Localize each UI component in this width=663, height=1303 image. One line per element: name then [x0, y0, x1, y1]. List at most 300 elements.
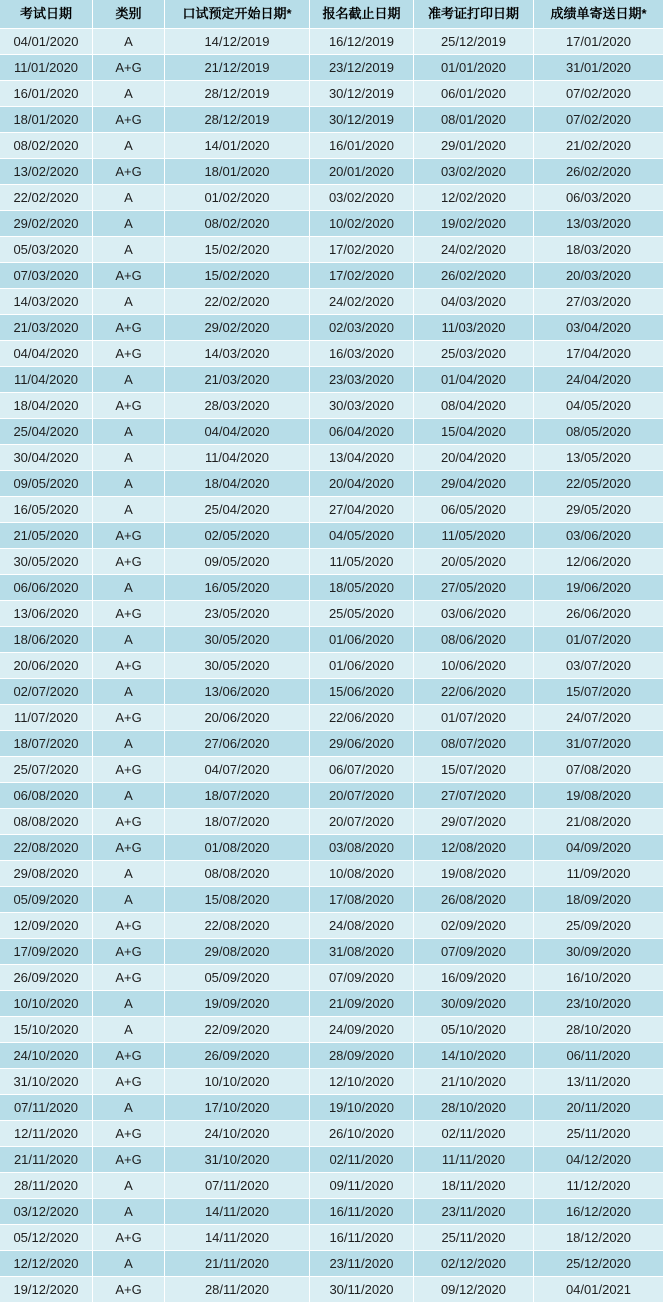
admission-ticket-print-date-cell: 12/02/2020 [414, 185, 534, 210]
table-row [0, 601, 663, 627]
table-row [0, 107, 663, 133]
table-header-row [0, 0, 663, 29]
speaking-test-start-date-cell: 16/05/2020 [165, 575, 310, 600]
exam-date-cell: 18/04/2020 [0, 393, 93, 418]
category-cell: A+G [93, 835, 165, 860]
speaking-test-start-date-cell: 26/09/2020 [165, 1043, 310, 1068]
category-cell: A+G [93, 1121, 165, 1146]
admission-ticket-print-date-cell: 28/10/2020 [414, 1095, 534, 1120]
admission-ticket-print-date-cell: 26/08/2020 [414, 887, 534, 912]
speaking-test-start-date-cell: 11/04/2020 [165, 445, 310, 470]
score-report-mailing-date-cell: 11/09/2020 [566, 866, 631, 881]
category-cell: A [93, 133, 165, 158]
category-cell: A [93, 211, 165, 236]
exam-date-cell: 04/04/2020 [0, 341, 93, 366]
speaking-test-start-date-cell: 18/04/2020 [165, 471, 310, 496]
table-row [0, 471, 663, 497]
score-report-mailing-date-cell: 20/03/2020 [565, 268, 632, 283]
speaking-test-start-date-cell: 31/10/2020 [165, 1147, 310, 1172]
exam-date-cell: 31/10/2020 [0, 1069, 93, 1094]
score-report-mailing-date-cell: 13/05/2020 [565, 450, 632, 465]
category-cell: A+G [93, 341, 165, 366]
admission-ticket-print-date-cell: 08/07/2020 [414, 731, 534, 756]
category-cell: A [93, 887, 165, 912]
exam-date-cell: 19/12/2020 [0, 1277, 93, 1302]
category-cell: A [93, 731, 165, 756]
score-report-mailing-date-cell: 28/10/2020 [565, 1022, 632, 1037]
score-report-mailing-date-cell: 04/01/2021 [565, 1282, 632, 1297]
admission-ticket-print-date-cell: 03/02/2020 [414, 159, 534, 184]
exam-date-cell: 15/10/2020 [0, 1017, 93, 1042]
table-row [0, 1095, 663, 1121]
category-cell: A+G [93, 653, 165, 678]
score-report-mailing-date-cell: 20/11/2020 [566, 1100, 631, 1115]
registration-deadline-cell: 02/11/2020 [310, 1147, 414, 1172]
table-row [0, 939, 663, 965]
category-cell: A [93, 679, 165, 704]
score-report-mailing-date-cell: 29/05/2020 [565, 502, 632, 517]
category-cell: A [93, 575, 165, 600]
speaking-test-start-date-cell: 14/11/2020 [165, 1199, 310, 1224]
registration-deadline-cell: 02/03/2020 [310, 315, 414, 340]
category-cell: A+G [93, 1225, 165, 1250]
category-cell: A [93, 861, 165, 886]
category-cell: A [93, 81, 165, 106]
exam-date-cell: 05/09/2020 [0, 887, 93, 912]
category-cell: A+G [93, 1069, 165, 1094]
table-row [0, 81, 663, 107]
registration-deadline-cell: 22/06/2020 [310, 705, 414, 730]
exam-date-cell: 30/04/2020 [0, 445, 93, 470]
admission-ticket-print-date-cell: 12/08/2020 [414, 835, 534, 860]
speaking-test-start-date-cell: 14/03/2020 [165, 341, 310, 366]
admission-ticket-print-date-cell: 24/02/2020 [414, 237, 534, 262]
speaking-test-start-date-cell: 09/05/2020 [165, 549, 310, 574]
score-report-mailing-date-cell: 19/06/2020 [565, 580, 632, 595]
admission-ticket-print-date-cell: 08/04/2020 [414, 393, 534, 418]
score-report-mailing-date-cell: 18/09/2020 [565, 892, 632, 907]
registration-deadline-cell: 21/09/2020 [310, 991, 414, 1016]
registration-deadline-cell: 04/05/2020 [310, 523, 414, 548]
admission-ticket-print-date-cell: 18/11/2020 [414, 1173, 534, 1198]
registration-deadline-cell: 20/07/2020 [310, 783, 414, 808]
category-cell: A+G [93, 939, 165, 964]
exam-date-cell: 06/06/2020 [0, 575, 93, 600]
registration-deadline-cell: 29/06/2020 [310, 731, 414, 756]
exam-date-cell: 16/01/2020 [0, 81, 93, 106]
category-cell: A [93, 627, 165, 652]
table-row [0, 159, 663, 185]
exam-date-cell: 21/05/2020 [0, 523, 93, 548]
table-row [0, 237, 663, 263]
exam-date-cell: 28/11/2020 [0, 1173, 93, 1198]
registration-deadline-cell: 06/07/2020 [310, 757, 414, 782]
speaking-test-start-date-cell: 30/05/2020 [165, 653, 310, 678]
admission-ticket-print-date-cell: 26/02/2020 [414, 263, 534, 288]
exam-date-cell: 25/04/2020 [0, 419, 93, 444]
table-row [0, 289, 663, 315]
exam-date-cell: 06/08/2020 [0, 783, 93, 808]
category-cell: A [93, 237, 165, 262]
registration-deadline-cell: 16/03/2020 [310, 341, 414, 366]
category-cell: A+G [93, 705, 165, 730]
speaking-test-start-date-cell: 14/12/2019 [165, 29, 310, 54]
exam-date-cell: 22/08/2020 [0, 835, 93, 860]
category-cell: A [93, 1017, 165, 1042]
registration-deadline-cell: 15/06/2020 [310, 679, 414, 704]
score-report-mailing-date-cell: 01/07/2020 [565, 632, 632, 647]
category-cell: A [93, 991, 165, 1016]
admission-ticket-print-date-cell: 05/10/2020 [414, 1017, 534, 1042]
table-row [0, 1277, 663, 1303]
category-cell: A+G [93, 107, 165, 132]
registration-deadline-cell: 26/10/2020 [310, 1121, 414, 1146]
admission-ticket-print-date-cell: 19/08/2020 [414, 861, 534, 886]
speaking-test-start-date-cell: 02/05/2020 [165, 523, 310, 548]
table-row [0, 419, 663, 445]
admission-ticket-print-date-cell: 11/11/2020 [414, 1147, 534, 1172]
category-cell: A [93, 1173, 165, 1198]
exam-date-cell: 12/12/2020 [0, 1251, 93, 1276]
exam-date-cell: 30/05/2020 [0, 549, 93, 574]
score-report-mailing-date-cell: 04/12/2020 [565, 1152, 632, 1167]
admission-ticket-print-date-cell: 21/10/2020 [414, 1069, 534, 1094]
table-row [0, 783, 663, 809]
speaking-test-start-date-cell: 14/11/2020 [165, 1225, 310, 1250]
admission-ticket-print-date-cell: 02/09/2020 [414, 913, 534, 938]
speaking-test-start-date-cell: 28/12/2019 [165, 81, 310, 106]
admission-ticket-print-date-cell: 04/03/2020 [414, 289, 534, 314]
registration-deadline-cell: 16/11/2020 [310, 1225, 414, 1250]
admission-ticket-print-date-cell: 06/05/2020 [414, 497, 534, 522]
exam-date-cell: 16/05/2020 [0, 497, 93, 522]
category-cell: A+G [93, 55, 165, 80]
registration-deadline-cell: 30/12/2019 [310, 107, 414, 132]
table-row [0, 887, 663, 913]
score-report-mailing-date-cell: 13/11/2020 [566, 1074, 631, 1089]
registration-deadline-cell: 17/02/2020 [310, 263, 414, 288]
category-cell: A+G [93, 549, 165, 574]
table-row [0, 1147, 663, 1173]
table-row [0, 1225, 663, 1251]
speaking-test-start-date-cell: 14/01/2020 [165, 133, 310, 158]
table-row [0, 1043, 663, 1069]
exam-date-cell: 18/01/2020 [0, 107, 93, 132]
score-report-mailing-date-cell: 18/12/2020 [565, 1230, 632, 1245]
registration-deadline-cell: 12/10/2020 [310, 1069, 414, 1094]
speaking-test-start-date-cell: 22/08/2020 [165, 913, 310, 938]
registration-deadline-cell: 16/01/2020 [310, 133, 414, 158]
speaking-test-start-date-cell: 08/02/2020 [165, 211, 310, 236]
exam-date-cell: 13/06/2020 [0, 601, 93, 626]
exam-date-cell: 11/01/2020 [0, 55, 93, 80]
score-report-mailing-date-cell: 04/05/2020 [565, 398, 632, 413]
score-report-mailing-date-cell: 04/09/2020 [565, 840, 632, 855]
category-cell: A+G [93, 1147, 165, 1172]
table-row [0, 393, 663, 419]
exam-date-cell: 11/07/2020 [0, 705, 93, 730]
speaking-test-start-date-cell: 10/10/2020 [165, 1069, 310, 1094]
table-row [0, 1069, 663, 1095]
admission-ticket-print-date-cell: 23/11/2020 [414, 1199, 534, 1224]
category-cell: A [93, 1251, 165, 1276]
speaking-test-start-date-cell: 18/07/2020 [165, 809, 310, 834]
table-row [0, 133, 663, 159]
registration-deadline-cell: 03/02/2020 [310, 185, 414, 210]
exam-date-cell: 25/07/2020 [0, 757, 93, 782]
table-row [0, 523, 663, 549]
speaking-test-start-date-cell: 28/03/2020 [165, 393, 310, 418]
score-report-mailing-date-cell: 25/09/2020 [565, 918, 632, 933]
score-report-mailing-date-cell: 19/08/2020 [565, 788, 632, 803]
speaking-test-start-date-cell: 13/06/2020 [165, 679, 310, 704]
exam-date-cell: 11/04/2020 [0, 367, 93, 392]
admission-ticket-print-date-cell: 20/05/2020 [414, 549, 534, 574]
admission-ticket-print-date-cell: 01/04/2020 [414, 367, 534, 392]
exam-date-cell: 26/09/2020 [0, 965, 93, 990]
admission-ticket-print-date-cell: 29/04/2020 [414, 471, 534, 496]
registration-deadline-cell: 10/08/2020 [310, 861, 414, 886]
admission-ticket-print-date-cell: 22/06/2020 [414, 679, 534, 704]
category-cell: A [93, 783, 165, 808]
table-row [0, 627, 663, 653]
score-report-mailing-date-cell: 12/06/2020 [565, 554, 632, 569]
table-row [0, 549, 663, 575]
speaking-test-start-date-cell: 01/02/2020 [165, 185, 310, 210]
exam-date-cell: 17/09/2020 [0, 939, 93, 964]
admission-ticket-print-date-cell: 27/07/2020 [414, 783, 534, 808]
exam-date-cell: 18/07/2020 [0, 731, 93, 756]
category-cell: A+G [93, 757, 165, 782]
speaking-test-start-date-cell: 25/04/2020 [165, 497, 310, 522]
registration-deadline-cell: 20/01/2020 [310, 159, 414, 184]
registration-deadline-cell: 20/04/2020 [310, 471, 414, 496]
score-report-mailing-date-cell: 24/07/2020 [565, 710, 632, 725]
speaking-test-start-date-cell: 21/12/2019 [165, 55, 310, 80]
category-cell: A+G [93, 601, 165, 626]
category-cell: A [93, 419, 165, 444]
category-cell: A [93, 445, 165, 470]
table-row [0, 965, 663, 991]
admission-ticket-print-date-cell: 10/06/2020 [414, 653, 534, 678]
speaking-test-start-date-cell: 28/11/2020 [165, 1277, 310, 1302]
registration-deadline-cell: 18/05/2020 [310, 575, 414, 600]
speaking-test-start-date-cell: 18/01/2020 [165, 159, 310, 184]
registration-deadline-cell: 27/04/2020 [310, 497, 414, 522]
admission-ticket-print-date-cell: 11/03/2020 [414, 315, 534, 340]
table-row [0, 367, 663, 393]
registration-deadline-cell: 11/05/2020 [310, 549, 414, 574]
registration-deadline-cell: 06/04/2020 [310, 419, 414, 444]
speaking-test-start-date-cell: 29/08/2020 [165, 939, 310, 964]
exam-date-cell: 21/11/2020 [0, 1147, 93, 1172]
score-report-mailing-date-cell: 07/02/2020 [565, 112, 632, 127]
registration-deadline-cell: 09/11/2020 [310, 1173, 414, 1198]
exam-date-cell: 21/03/2020 [0, 315, 93, 340]
admission-ticket-print-date-cell: 19/02/2020 [414, 211, 534, 236]
table-row [0, 679, 663, 705]
score-report-mailing-date-cell: 21/02/2020 [565, 138, 632, 153]
admission-ticket-print-date-cell: 25/11/2020 [414, 1225, 534, 1250]
exam-date-cell: 09/05/2020 [0, 471, 93, 496]
category-cell: A+G [93, 965, 165, 990]
table-body [0, 29, 663, 1303]
score-report-mailing-date-cell: 16/12/2020 [565, 1204, 632, 1219]
exam-date-cell: 29/02/2020 [0, 211, 93, 236]
registration-deadline-cell: 30/11/2020 [310, 1277, 414, 1302]
registration-deadline-cell: 03/08/2020 [310, 835, 414, 860]
score-report-mailing-date-cell: 03/04/2020 [565, 320, 632, 335]
table-row [0, 991, 663, 1017]
exam-date-cell: 07/11/2020 [0, 1095, 93, 1120]
header-admission-ticket-print-date: 准考证打印日期 [414, 0, 534, 28]
exam-date-cell: 12/11/2020 [0, 1121, 93, 1146]
speaking-test-start-date-cell: 04/07/2020 [165, 757, 310, 782]
category-cell: A+G [93, 263, 165, 288]
table-row [0, 705, 663, 731]
admission-ticket-print-date-cell: 20/04/2020 [414, 445, 534, 470]
registration-deadline-cell: 01/06/2020 [310, 653, 414, 678]
table-row [0, 497, 663, 523]
speaking-test-start-date-cell: 18/07/2020 [165, 783, 310, 808]
header-registration-deadline: 报名截止日期 [310, 0, 414, 28]
registration-deadline-cell: 30/03/2020 [310, 393, 414, 418]
speaking-test-start-date-cell: 21/11/2020 [165, 1251, 310, 1276]
admission-ticket-print-date-cell: 27/05/2020 [414, 575, 534, 600]
category-cell: A [93, 29, 165, 54]
table-row [0, 1251, 663, 1277]
category-cell: A [93, 497, 165, 522]
score-report-mailing-date-cell: 21/08/2020 [565, 814, 632, 829]
score-report-mailing-date-cell: 26/06/2020 [565, 606, 632, 621]
registration-deadline-cell: 17/08/2020 [310, 887, 414, 912]
exam-date-cell: 08/08/2020 [0, 809, 93, 834]
admission-ticket-print-date-cell: 14/10/2020 [414, 1043, 534, 1068]
header-category: 类别 [93, 0, 165, 28]
exam-date-cell: 02/07/2020 [0, 679, 93, 704]
score-report-mailing-date-cell: 13/03/2020 [565, 216, 632, 231]
speaking-test-start-date-cell: 21/03/2020 [165, 367, 310, 392]
speaking-test-start-date-cell: 15/02/2020 [165, 237, 310, 262]
exam-date-cell: 14/03/2020 [0, 289, 93, 314]
admission-ticket-print-date-cell: 15/07/2020 [414, 757, 534, 782]
speaking-test-start-date-cell: 19/09/2020 [165, 991, 310, 1016]
category-cell: A [93, 367, 165, 392]
category-cell: A+G [93, 809, 165, 834]
table-row [0, 835, 663, 861]
table-row [0, 653, 663, 679]
speaking-test-start-date-cell: 28/12/2019 [165, 107, 310, 132]
exam-date-cell: 24/10/2020 [0, 1043, 93, 1068]
speaking-test-start-date-cell: 05/09/2020 [165, 965, 310, 990]
exam-date-cell: 22/02/2020 [0, 185, 93, 210]
registration-deadline-cell: 10/02/2020 [310, 211, 414, 236]
speaking-test-start-date-cell: 22/02/2020 [165, 289, 310, 314]
category-cell: A+G [93, 315, 165, 340]
registration-deadline-cell: 23/11/2020 [310, 1251, 414, 1276]
score-report-mailing-date-cell: 03/07/2020 [565, 658, 632, 673]
score-report-mailing-date-cell: 17/04/2020 [565, 346, 632, 361]
table-row [0, 731, 663, 757]
category-cell: A+G [93, 1277, 165, 1302]
score-report-mailing-date-cell: 24/04/2020 [565, 372, 632, 387]
registration-deadline-cell: 24/08/2020 [310, 913, 414, 938]
category-cell: A [93, 185, 165, 210]
score-report-mailing-date-cell: 06/03/2020 [565, 190, 632, 205]
speaking-test-start-date-cell: 22/09/2020 [165, 1017, 310, 1042]
score-report-mailing-date-cell: 27/03/2020 [565, 294, 632, 309]
registration-deadline-cell: 17/02/2020 [310, 237, 414, 262]
score-report-mailing-date-cell: 03/06/2020 [565, 528, 632, 543]
admission-ticket-print-date-cell: 08/01/2020 [414, 107, 534, 132]
header-score-report-mailing-date: 成绩单寄送日期* [550, 6, 647, 21]
table-row [0, 861, 663, 887]
speaking-test-start-date-cell: 30/05/2020 [165, 627, 310, 652]
admission-ticket-print-date-cell: 16/09/2020 [414, 965, 534, 990]
admission-ticket-print-date-cell: 08/06/2020 [414, 627, 534, 652]
registration-deadline-cell: 13/04/2020 [310, 445, 414, 470]
table-row [0, 757, 663, 783]
score-report-mailing-date-cell: 25/12/2020 [565, 1256, 632, 1271]
admission-ticket-print-date-cell: 01/01/2020 [414, 55, 534, 80]
score-report-mailing-date-cell: 31/07/2020 [565, 736, 632, 751]
table-row [0, 341, 663, 367]
table-row [0, 185, 663, 211]
registration-deadline-cell: 25/05/2020 [310, 601, 414, 626]
registration-deadline-cell: 20/07/2020 [310, 809, 414, 834]
speaking-test-start-date-cell: 15/08/2020 [165, 887, 310, 912]
speaking-test-start-date-cell: 07/11/2020 [165, 1173, 310, 1198]
score-report-mailing-date-cell: 07/08/2020 [565, 762, 632, 777]
exam-date-cell: 05/03/2020 [0, 237, 93, 262]
admission-ticket-print-date-cell: 11/05/2020 [414, 523, 534, 548]
exam-date-cell: 29/08/2020 [0, 861, 93, 886]
score-report-mailing-date-cell: 08/05/2020 [565, 424, 632, 439]
score-report-mailing-date-cell: 18/03/2020 [565, 242, 632, 257]
exam-date-cell: 07/03/2020 [0, 263, 93, 288]
admission-ticket-print-date-cell: 15/04/2020 [414, 419, 534, 444]
score-report-mailing-date-cell: 07/02/2020 [565, 86, 632, 101]
admission-ticket-print-date-cell: 07/09/2020 [414, 939, 534, 964]
speaking-test-start-date-cell: 04/04/2020 [165, 419, 310, 444]
header-speaking-test-start-date: 口试预定开始日期* [165, 0, 310, 28]
category-cell: A [93, 1095, 165, 1120]
exam-date-cell: 05/12/2020 [0, 1225, 93, 1250]
table-row [0, 211, 663, 237]
exam-date-cell: 12/09/2020 [0, 913, 93, 938]
speaking-test-start-date-cell: 27/06/2020 [165, 731, 310, 756]
exam-date-cell: 08/02/2020 [0, 133, 93, 158]
speaking-test-start-date-cell: 23/05/2020 [165, 601, 310, 626]
table-row [0, 575, 663, 601]
registration-deadline-cell: 24/09/2020 [310, 1017, 414, 1042]
speaking-test-start-date-cell: 24/10/2020 [165, 1121, 310, 1146]
registration-deadline-cell: 24/02/2020 [310, 289, 414, 314]
registration-deadline-cell: 23/03/2020 [310, 367, 414, 392]
score-report-mailing-date-cell: 11/12/2020 [566, 1178, 631, 1193]
category-cell: A+G [93, 1043, 165, 1068]
table-row [0, 315, 663, 341]
table-row [0, 809, 663, 835]
category-cell: A+G [93, 159, 165, 184]
registration-deadline-cell: 31/08/2020 [310, 939, 414, 964]
category-cell: A [93, 289, 165, 314]
table-row [0, 1017, 663, 1043]
registration-deadline-cell: 01/06/2020 [310, 627, 414, 652]
score-report-mailing-date-cell: 17/01/2020 [565, 34, 632, 49]
admission-ticket-print-date-cell: 30/09/2020 [414, 991, 534, 1016]
score-report-mailing-date-cell: 23/10/2020 [565, 996, 632, 1011]
